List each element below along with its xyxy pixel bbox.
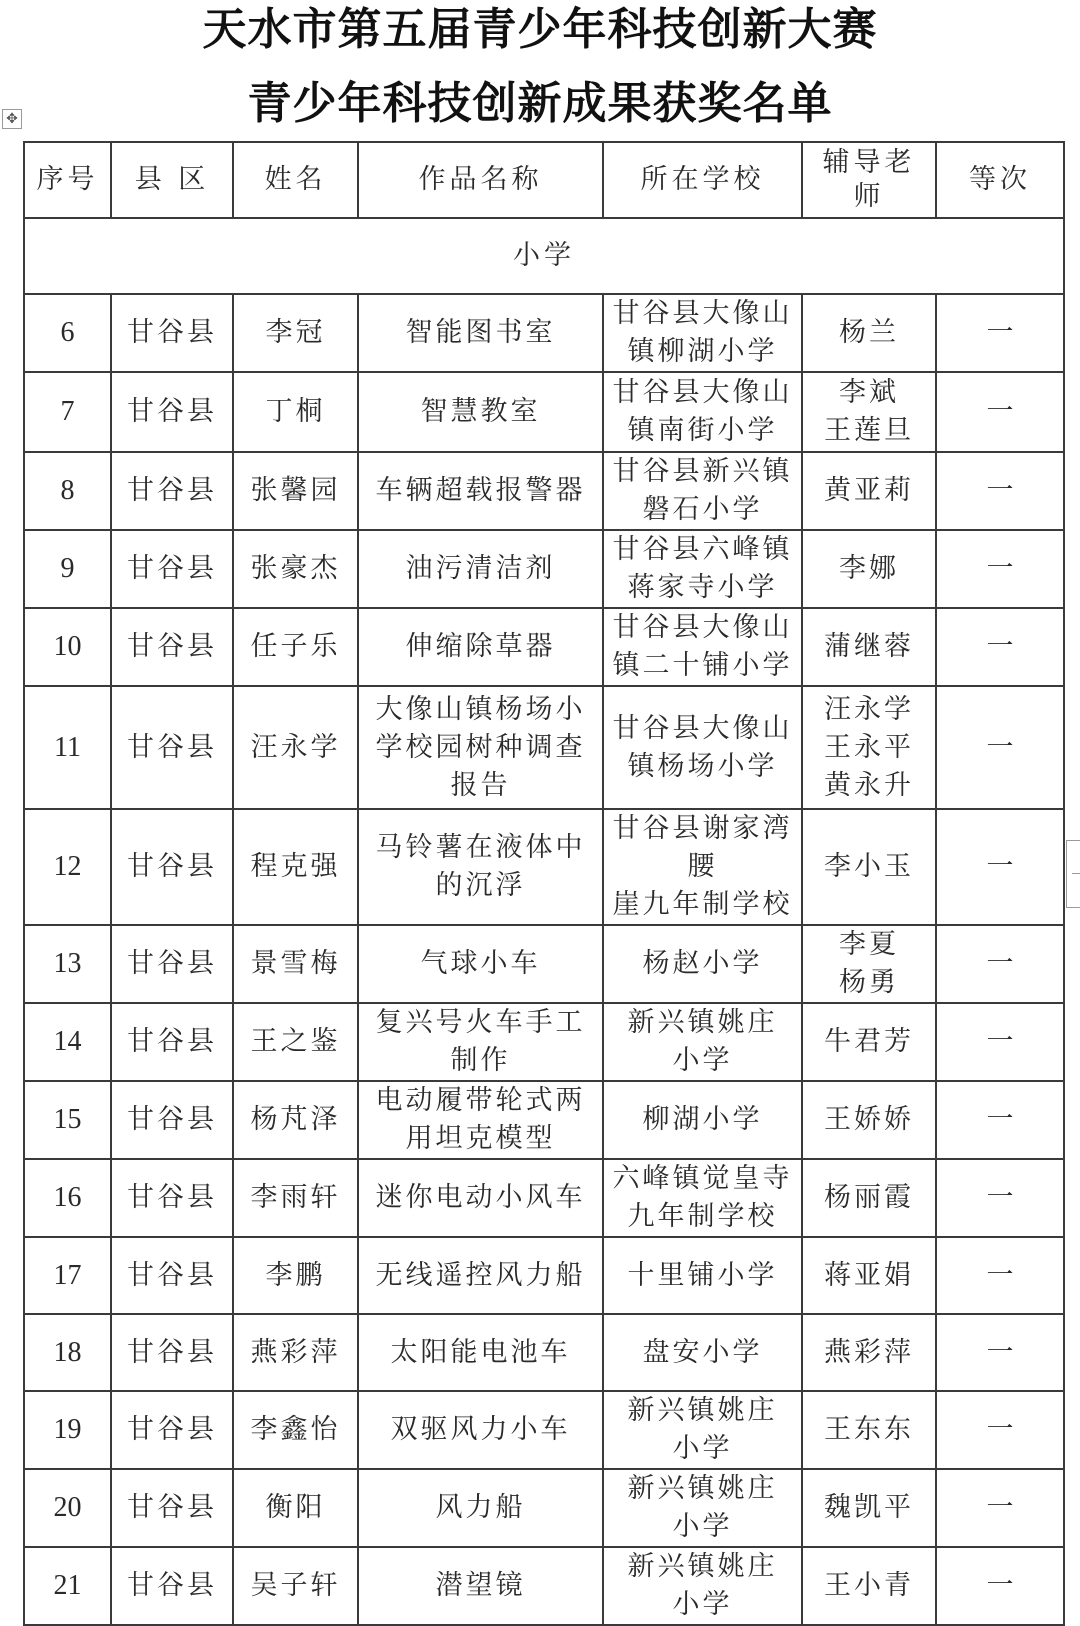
cell-county: 甘谷县 [111,686,233,809]
cell-rank: 一 [936,1391,1064,1469]
cell-work: 迷你电动小风车 [358,1159,603,1237]
cell-school: 甘谷县大像山 镇柳湖小学 [603,294,802,372]
cell-county: 甘谷县 [111,372,233,452]
table-row [24,1314,1064,1391]
cell-county: 甘谷县 [111,1237,233,1314]
cell-name: 张馨园 [233,452,358,530]
cell-work: 无线遥控风力船 [358,1237,603,1314]
cell-index: 19 [24,1391,111,1469]
cell-name: 衡阳 [233,1469,358,1547]
section-row [24,218,1064,294]
header-cell-school: 所在学校 [603,142,802,218]
cell-index: 11 [24,686,111,809]
cell-work: 双驱风力小车 [358,1391,603,1469]
table-row [24,1237,1064,1314]
table-row [24,1547,1064,1625]
cell-work: 气球小车 [358,925,603,1003]
table-row [24,372,1064,452]
table-row [24,1003,1064,1081]
table-row [24,608,1064,686]
cell-index: 18 [24,1314,111,1391]
cell-school: 甘谷县大像山 镇南街小学 [603,372,802,452]
cell-work: 大像山镇杨场小 学校园树种调查 报告 [358,686,603,809]
cell-county: 甘谷县 [111,1314,233,1391]
table-header-row [24,142,1064,218]
cell-teacher: 蒋亚娟 [802,1237,936,1314]
cell-county: 甘谷县 [111,452,233,530]
cell-name: 吴子轩 [233,1547,358,1625]
cell-index: 17 [24,1237,111,1314]
table-row [24,452,1064,530]
table-row [24,1469,1064,1547]
cell-name: 任子乐 [233,608,358,686]
cell-work: 智能图书室 [358,294,603,372]
cell-school: 甘谷县新兴镇 磐石小学 [603,452,802,530]
cell-name: 李冠 [233,294,358,372]
cell-name: 程克强 [233,809,358,925]
header-cell-name: 姓名 [233,142,358,218]
cell-index: 9 [24,530,111,608]
cell-teacher: 牛君芳 [802,1003,936,1081]
cell-name: 景雪梅 [233,925,358,1003]
table-row [24,686,1064,809]
table-row [24,1391,1064,1469]
row-resize-marker-icon[interactable] [1066,840,1080,908]
header-cell-rank: 等次 [936,142,1064,218]
cell-rank: 一 [936,530,1064,608]
cell-rank: 一 [936,1314,1064,1391]
cell-teacher: 李娜 [802,530,936,608]
cell-school: 新兴镇姚庄 小学 [603,1469,802,1547]
cell-teacher: 汪永学 王永平 黄永升 [802,686,936,809]
cell-work: 伸缩除草器 [358,608,603,686]
cell-index: 13 [24,925,111,1003]
cell-name: 王之鉴 [233,1003,358,1081]
table-row [24,809,1064,925]
cell-county: 甘谷县 [111,1159,233,1237]
cell-rank: 一 [936,809,1064,925]
header-cell-county: 县 区 [111,142,233,218]
cell-school: 柳湖小学 [603,1081,802,1159]
cell-teacher: 王东东 [802,1391,936,1469]
cell-rank: 一 [936,1003,1064,1081]
cell-school: 盘安小学 [603,1314,802,1391]
cell-name: 李雨轩 [233,1159,358,1237]
cell-index: 15 [24,1081,111,1159]
cell-index: 21 [24,1547,111,1625]
cell-work: 马铃薯在液体中 的沉浮 [358,809,603,925]
cell-school: 甘谷县六峰镇 蒋家寺小学 [603,530,802,608]
cell-rank: 一 [936,686,1064,809]
cell-index: 10 [24,608,111,686]
cell-teacher: 魏凯平 [802,1469,936,1547]
cell-work: 复兴号火车手工 制作 [358,1003,603,1081]
cell-index: 6 [24,294,111,372]
cell-rank: 一 [936,925,1064,1003]
header-cell-index: 序号 [24,142,111,218]
cell-work: 风力船 [358,1469,603,1547]
cell-rank: 一 [936,1469,1064,1547]
cell-county: 甘谷县 [111,925,233,1003]
cell-work: 油污清洁剂 [358,530,603,608]
cell-county: 甘谷县 [111,608,233,686]
table-row [24,925,1064,1003]
cell-index: 7 [24,372,111,452]
cell-name: 张豪杰 [233,530,358,608]
cell-work: 潜望镜 [358,1547,603,1625]
cell-rank: 一 [936,294,1064,372]
cell-work: 电动履带轮式两 用坦克模型 [358,1081,603,1159]
cell-teacher: 李夏 杨勇 [802,925,936,1003]
cell-county: 甘谷县 [111,1081,233,1159]
cell-index: 12 [24,809,111,925]
cell-county: 甘谷县 [111,1547,233,1625]
cell-teacher: 王娇娇 [802,1081,936,1159]
cell-school: 新兴镇姚庄 小学 [603,1391,802,1469]
table-row [24,294,1064,372]
cell-rank: 一 [936,1159,1064,1237]
cell-county: 甘谷县 [111,530,233,608]
cell-county: 甘谷县 [111,1003,233,1081]
cell-county: 甘谷县 [111,809,233,925]
cell-teacher: 燕彩萍 [802,1314,936,1391]
cell-teacher: 王小青 [802,1547,936,1625]
cell-teacher: 蒲继蓉 [802,608,936,686]
cell-name: 李鹏 [233,1237,358,1314]
cell-work: 太阳能电池车 [358,1314,603,1391]
table-row [24,530,1064,608]
cell-school: 甘谷县谢家湾腰 崖九年制学校 [603,809,802,925]
header-cell-teacher: 辅导老 师 [802,142,936,218]
cell-index: 20 [24,1469,111,1547]
cell-school: 新兴镇姚庄 小学 [603,1547,802,1625]
cell-work: 车辆超载报警器 [358,452,603,530]
cell-rank: 一 [936,1237,1064,1314]
cell-rank: 一 [936,1547,1064,1625]
cell-name: 李鑫怡 [233,1391,358,1469]
cell-name: 汪永学 [233,686,358,809]
cell-school: 十里铺小学 [603,1237,802,1314]
cell-index: 14 [24,1003,111,1081]
cell-county: 甘谷县 [111,1469,233,1547]
cell-county: 甘谷县 [111,294,233,372]
cell-school: 新兴镇姚庄 小学 [603,1003,802,1081]
cell-rank: 一 [936,608,1064,686]
cell-county: 甘谷县 [111,1391,233,1469]
cell-work: 智慧教室 [358,372,603,452]
cell-school: 杨赵小学 [603,925,802,1003]
cell-teacher: 李斌 王莲旦 [802,372,936,452]
cell-rank: 一 [936,372,1064,452]
cell-teacher: 黄亚莉 [802,452,936,530]
cell-index: 16 [24,1159,111,1237]
table-move-handle-icon[interactable]: ✥ [2,109,22,129]
cell-index: 8 [24,452,111,530]
cell-name: 杨芃泽 [233,1081,358,1159]
cell-rank: 一 [936,1081,1064,1159]
cell-name: 丁桐 [233,372,358,452]
awards-table [23,141,1065,1626]
section-label: 小学 [24,218,1064,294]
cell-teacher: 杨丽霞 [802,1159,936,1237]
header-cell-work: 作品名称 [358,142,603,218]
document-title-line-1: 天水市第五届青少年科技创新大赛 [202,4,878,55]
table-row [24,1081,1064,1159]
cell-school: 甘谷县大像山 镇二十铺小学 [603,608,802,686]
cell-teacher: 李小玉 [802,809,936,925]
cell-school: 甘谷县大像山 镇杨场小学 [603,686,802,809]
cell-rank: 一 [936,452,1064,530]
table-row [24,1159,1064,1237]
cell-name: 燕彩萍 [233,1314,358,1391]
document-title-line-2: 青少年科技创新成果获奖名单 [247,78,833,129]
cell-teacher: 杨兰 [802,294,936,372]
cell-school: 六峰镇觉皇寺 九年制学校 [603,1159,802,1237]
